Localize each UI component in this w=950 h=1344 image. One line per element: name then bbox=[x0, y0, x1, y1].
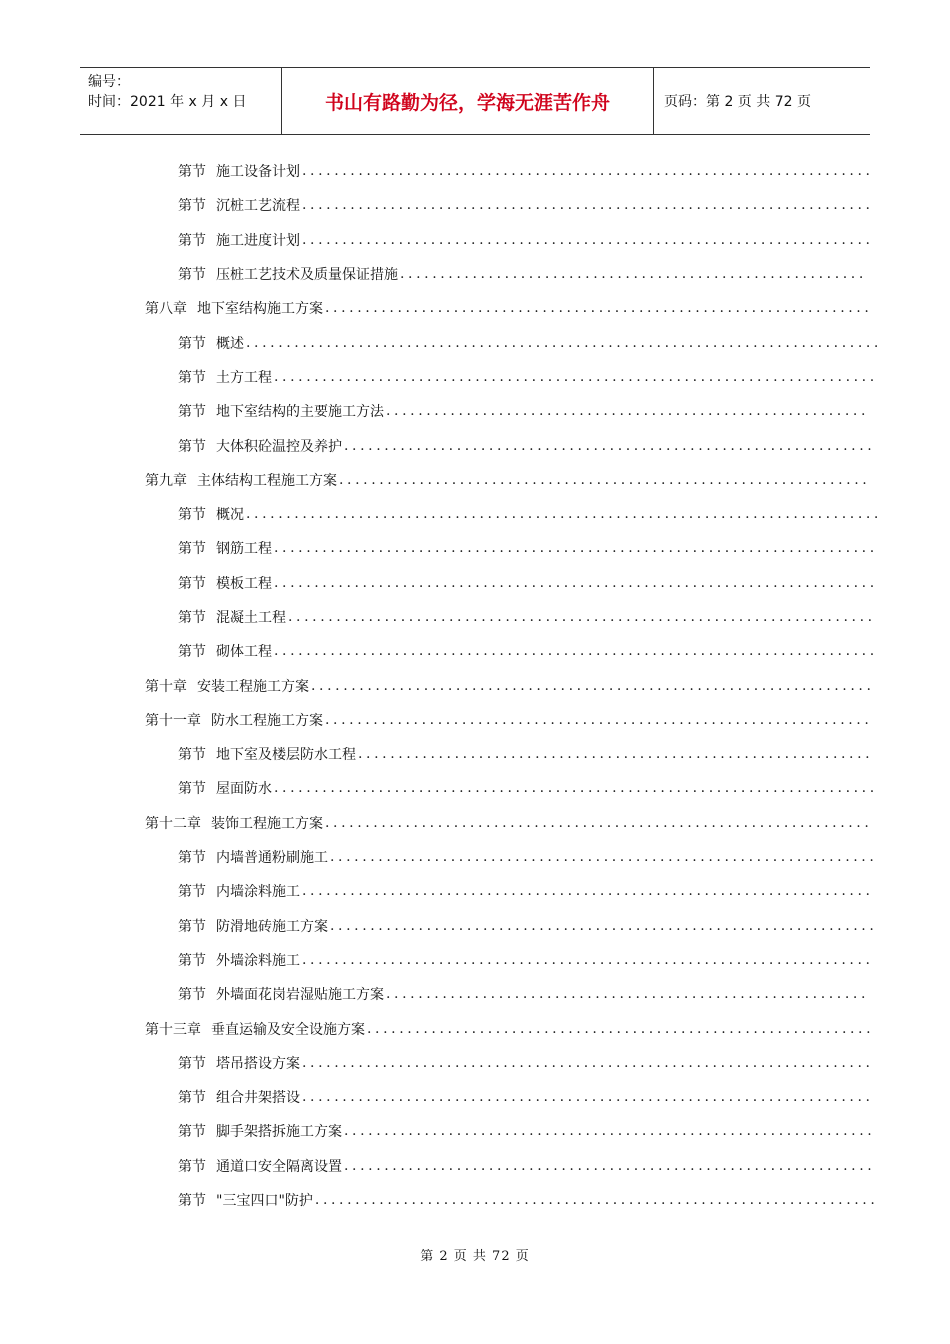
toc-entry-label bbox=[178, 607, 286, 627]
toc-entry-label bbox=[178, 641, 272, 661]
toc-entry-title: 地下室结构施工方案 bbox=[197, 301, 323, 318]
toc-entry-label bbox=[145, 813, 323, 833]
toc-entry-label bbox=[178, 1156, 342, 1176]
toc-entry-label bbox=[178, 1053, 300, 1073]
toc-entry-title: 脚手架搭拆施工方案 bbox=[216, 1124, 342, 1141]
toc-entry-prefix: 第节 bbox=[178, 438, 206, 455]
toc-section-entry[interactable] bbox=[0, 257, 950, 291]
toc-section-entry[interactable] bbox=[0, 1149, 950, 1183]
toc-entry-prefix: 第节 bbox=[178, 232, 206, 249]
toc-chapter-entry[interactable] bbox=[0, 463, 950, 497]
toc-entry-title: 地下室结构的主要施工方法 bbox=[216, 404, 384, 421]
toc-leader-dots: ....................................................................... bbox=[302, 231, 874, 248]
toc-entry-title: 外墙涂料施工 bbox=[216, 952, 300, 969]
toc-entry-prefix: 第九章 bbox=[145, 472, 187, 489]
toc-chapter-entry[interactable] bbox=[0, 1011, 950, 1045]
toc-entry-prefix: 第节 bbox=[178, 747, 206, 764]
toc-entry-prefix: 第节 bbox=[178, 164, 206, 181]
toc-chapter-entry[interactable] bbox=[0, 668, 950, 702]
toc-entry-title: "三宝四口"防护 bbox=[216, 1193, 313, 1210]
toc-entry-label bbox=[145, 710, 323, 730]
toc-entry-title: 压桩工艺技术及质量保证措施 bbox=[216, 267, 398, 284]
toc-leader-dots: ...................................................................... bbox=[314, 1192, 879, 1209]
toc-entry-prefix: 第节 bbox=[178, 850, 206, 867]
toc-leader-dots: ........................................................................... bbox=[274, 540, 878, 557]
toc-entry-title: 模板工程 bbox=[216, 575, 272, 592]
toc-entry-label bbox=[178, 161, 300, 181]
toc-section-entry[interactable] bbox=[0, 909, 950, 943]
toc-section-entry[interactable] bbox=[0, 497, 950, 531]
toc-entry-prefix: 第节 bbox=[178, 369, 206, 386]
toc-entry-title: 砌体工程 bbox=[216, 644, 272, 661]
toc-entry-title: 混凝土工程 bbox=[216, 610, 286, 626]
toc-entry-label bbox=[178, 230, 300, 250]
toc-entry-title: 防水工程施工方案 bbox=[211, 712, 323, 729]
toc-leader-dots: ....................................................................... bbox=[302, 951, 874, 968]
toc-entry-label bbox=[178, 881, 300, 901]
toc-entry-label bbox=[145, 1019, 365, 1039]
toc-entry-title: 钢筋工程 bbox=[216, 541, 272, 558]
toc-leader-dots: ....................................................................... bbox=[302, 883, 874, 900]
page-header bbox=[80, 67, 870, 135]
toc-leader-dots: .................................................................... bbox=[325, 711, 873, 728]
toc-leader-dots: .................................................................... bbox=[325, 300, 873, 317]
toc-section-entry[interactable] bbox=[0, 566, 950, 600]
toc-entry-label bbox=[178, 538, 272, 558]
toc-section-entry[interactable] bbox=[0, 428, 950, 462]
toc-entry-title: 土方工程 bbox=[216, 369, 272, 386]
toc-entry-prefix: 第十三章 bbox=[145, 1021, 201, 1038]
toc-section-entry[interactable] bbox=[0, 874, 950, 908]
toc-entry-prefix: 第节 bbox=[178, 952, 206, 969]
toc-section-entry[interactable] bbox=[0, 771, 950, 805]
toc-entry-prefix: 第节 bbox=[178, 1193, 206, 1210]
toc-leader-dots: ............................................................... bbox=[367, 1020, 875, 1037]
toc-entry-prefix: 第节 bbox=[178, 575, 206, 592]
toc-entry-prefix: 第节 bbox=[178, 507, 206, 524]
toc-entry-title: 屋面防水 bbox=[216, 781, 272, 798]
toc-entry-label bbox=[178, 401, 384, 421]
toc-entry-prefix: 第十章 bbox=[145, 678, 187, 695]
toc-leader-dots: ....................................................................... bbox=[302, 1054, 874, 1071]
toc-chapter-entry[interactable] bbox=[0, 806, 950, 840]
table-of-contents bbox=[0, 154, 950, 1217]
toc-entry-label bbox=[178, 333, 244, 353]
toc-entry-label bbox=[178, 1190, 313, 1210]
toc-entry-prefix: 第节 bbox=[178, 404, 206, 421]
toc-entry-label bbox=[178, 264, 398, 284]
toc-entry-title: 外墙面花岗岩湿贴施工方案 bbox=[216, 987, 384, 1004]
toc-section-entry[interactable] bbox=[0, 737, 950, 771]
toc-entry-label bbox=[178, 1121, 342, 1141]
toc-entry-title: 主体结构工程施工方案 bbox=[197, 472, 337, 489]
toc-entry-prefix: 第节 bbox=[178, 918, 206, 935]
toc-section-entry[interactable] bbox=[0, 531, 950, 565]
toc-entry-label bbox=[145, 470, 337, 490]
toc-entry-prefix: 第八章 bbox=[145, 301, 187, 318]
toc-entry-prefix: 第节 bbox=[178, 1158, 206, 1175]
toc-entry-title: 概述 bbox=[216, 335, 244, 352]
toc-entry-prefix: 第节 bbox=[178, 1090, 206, 1107]
toc-leader-dots: ........................................................................... bbox=[274, 368, 878, 385]
toc-leader-dots: ........................................................................... bbox=[274, 780, 878, 797]
toc-section-entry[interactable] bbox=[0, 325, 950, 359]
document-date-label: 时间：2021 年 x 月 x 日 bbox=[88, 94, 247, 110]
toc-entry-label bbox=[178, 950, 300, 970]
toc-entry-label bbox=[178, 744, 356, 764]
toc-entry-title: 内墙涂料施工 bbox=[216, 884, 300, 901]
toc-entry-prefix: 第节 bbox=[178, 1124, 206, 1141]
toc-entry-label bbox=[178, 573, 272, 593]
toc-leader-dots: ......................................................................... bbox=[288, 609, 876, 625]
toc-entry-title: 地下室及楼层防水工程 bbox=[216, 747, 356, 764]
toc-entry-prefix: 第节 bbox=[178, 541, 206, 558]
toc-entry-title: 施工进度计划 bbox=[216, 232, 300, 249]
toc-entry-label bbox=[178, 436, 342, 456]
toc-section-entry[interactable] bbox=[0, 634, 950, 668]
toc-leader-dots: ........................................................................... bbox=[274, 643, 878, 660]
toc-section-entry[interactable] bbox=[0, 600, 950, 634]
toc-entry-title: 施工设备计划 bbox=[216, 164, 300, 181]
toc-leader-dots: .................................................................. bbox=[344, 1157, 876, 1174]
toc-entry-prefix: 第十一章 bbox=[145, 712, 201, 729]
toc-entry-label bbox=[178, 195, 300, 215]
toc-leader-dots: ....................................................................... bbox=[302, 163, 874, 180]
toc-entry-label bbox=[145, 676, 309, 696]
toc-leader-dots: ............................................................ bbox=[386, 403, 870, 420]
document-number-label: 编号： bbox=[88, 74, 130, 90]
toc-entry-title: 垂直运输及安全设施方案 bbox=[211, 1021, 365, 1038]
header-page-number: 页码：第 2 页 共 72 页 bbox=[664, 94, 811, 110]
toc-leader-dots: .................................................................... bbox=[325, 814, 873, 831]
toc-entry-label bbox=[178, 367, 272, 387]
toc-entry-label bbox=[178, 847, 328, 867]
toc-entry-title: 防滑地砖施工方案 bbox=[216, 918, 328, 935]
toc-leader-dots: ............................................................ bbox=[386, 986, 870, 1003]
toc-entry-prefix: 第节 bbox=[178, 198, 206, 215]
toc-leader-dots: ............................................................................... bbox=[246, 506, 882, 523]
toc-leader-dots: .................................................................. bbox=[344, 437, 876, 454]
toc-section-entry[interactable] bbox=[0, 1114, 950, 1148]
toc-entry-title: 大体积砼温控及养护 bbox=[216, 438, 342, 455]
toc-entry-title: 塔吊搭设方案 bbox=[216, 1055, 300, 1072]
toc-entry-label bbox=[178, 984, 384, 1004]
toc-entry-title: 概况 bbox=[216, 507, 244, 524]
toc-leader-dots: ................................................................ bbox=[358, 746, 874, 763]
toc-section-entry[interactable] bbox=[0, 840, 950, 874]
toc-entry-label bbox=[178, 504, 244, 524]
toc-leader-dots: ....................................................................... bbox=[302, 1089, 874, 1106]
toc-leader-dots: .................................................................... bbox=[330, 849, 878, 866]
toc-entry-label bbox=[178, 778, 272, 798]
toc-section-entry[interactable] bbox=[0, 1046, 950, 1080]
toc-entry-title: 组合井架搭设 bbox=[216, 1090, 300, 1107]
toc-section-entry[interactable] bbox=[0, 394, 950, 428]
toc-section-entry[interactable] bbox=[0, 943, 950, 977]
toc-entry-label bbox=[145, 298, 323, 318]
toc-section-entry[interactable] bbox=[0, 360, 950, 394]
toc-entry-prefix: 第节 bbox=[178, 884, 206, 901]
toc-leader-dots: .................................................................. bbox=[344, 1123, 876, 1140]
toc-entry-title: 内墙普通粉刷施工 bbox=[216, 850, 328, 867]
toc-chapter-entry[interactable] bbox=[0, 703, 950, 737]
header-motto: 书山有路勤为径，学海无涯苦作舟 bbox=[281, 68, 654, 134]
toc-entry-prefix: 第节 bbox=[178, 610, 206, 626]
toc-entry-title: 装饰工程施工方案 bbox=[211, 815, 323, 832]
toc-section-entry[interactable] bbox=[0, 223, 950, 257]
toc-section-entry[interactable] bbox=[0, 188, 950, 222]
toc-section-entry[interactable] bbox=[0, 1183, 950, 1217]
toc-leader-dots: ....................................................................... bbox=[302, 197, 874, 214]
toc-leader-dots: ...................................................................... bbox=[311, 677, 875, 694]
toc-entry-title: 安装工程施工方案 bbox=[197, 678, 309, 695]
toc-entry-prefix: 第节 bbox=[178, 987, 206, 1004]
toc-chapter-entry[interactable] bbox=[0, 291, 950, 325]
toc-leader-dots: .................................................................... bbox=[330, 917, 878, 934]
toc-entry-prefix: 第节 bbox=[178, 781, 206, 798]
toc-entry-prefix: 第节 bbox=[178, 267, 206, 284]
toc-section-entry[interactable] bbox=[0, 977, 950, 1011]
toc-leader-dots: .................................................................. bbox=[339, 471, 871, 488]
toc-entry-title: 通道口安全隔离设置 bbox=[216, 1158, 342, 1175]
toc-entry-prefix: 第节 bbox=[178, 335, 206, 352]
toc-section-entry[interactable] bbox=[0, 154, 950, 188]
toc-entry-label bbox=[178, 916, 328, 936]
toc-section-entry[interactable] bbox=[0, 1080, 950, 1114]
toc-entry-prefix: 第节 bbox=[178, 644, 206, 661]
header-meta bbox=[80, 68, 281, 134]
toc-leader-dots: .......................................................... bbox=[400, 266, 867, 283]
page-footer: 第 2 页 共 72 页 bbox=[420, 1249, 530, 1264]
toc-entry-label bbox=[178, 1087, 300, 1107]
toc-entry-title: 沉桩工艺流程 bbox=[216, 198, 300, 215]
toc-entry-prefix: 第节 bbox=[178, 1055, 206, 1072]
toc-entry-prefix: 第十二章 bbox=[145, 815, 201, 832]
toc-leader-dots: ............................................................................... bbox=[246, 334, 882, 351]
toc-leader-dots: ........................................................................... bbox=[274, 574, 878, 591]
